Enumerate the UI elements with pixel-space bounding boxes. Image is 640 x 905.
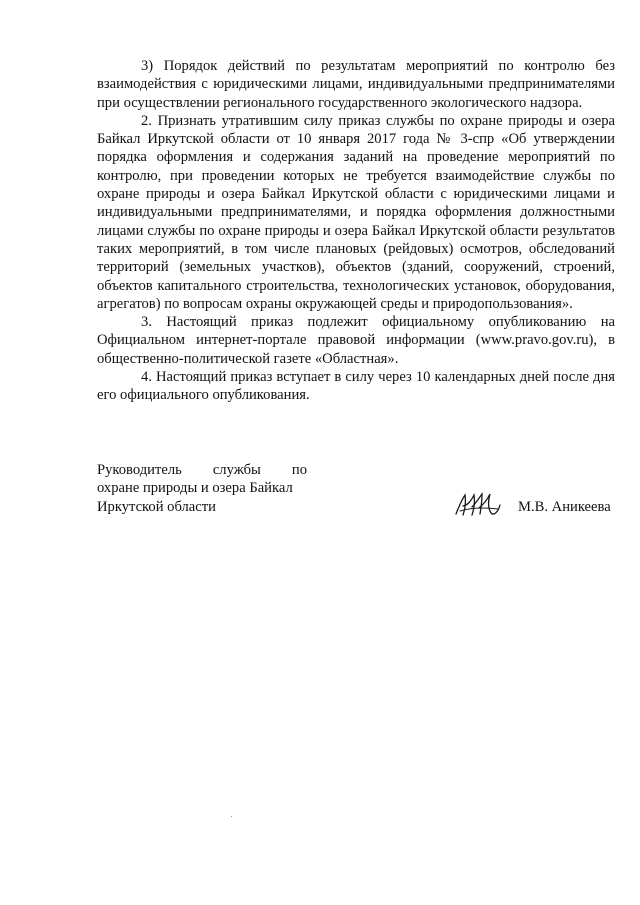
handwritten-signature-icon <box>454 489 502 519</box>
document-body <box>97 57 615 405</box>
signature-block <box>97 461 615 521</box>
paragraph-item-3-procedure: 3) Порядок действий по результатам мероприятий по контролю без взаимодействия с юридическими лицами, индивидуальными предпринимателями при осуществлении регионального государственного экологического надзора. <box>97 58 615 111</box>
paragraph-entry-into-force: 4. Настоящий приказ вступает в силу через 10 календарных дней после дня его официального опубликования. <box>97 369 615 404</box>
paragraph-publication: 3. Настоящий приказ подлежит официальному опубликованию на Официальном интернет-портале правовой информации (www.pravo.gov.ru), в общественно-политической газете «Областная». <box>97 314 615 367</box>
signer-position-line: охране природы и озера Байкал <box>97 480 293 497</box>
signer-position-line: Руководитель службы по <box>97 462 307 478</box>
signer-name: М.В. Аникеева <box>518 499 611 515</box>
signer-position <box>97 461 307 516</box>
scan-speck <box>231 816 232 817</box>
signer-position-line: Иркутской области <box>97 498 216 515</box>
paragraph-repeal-order: 2. Признать утратившим силу приказ службы по охране природы и озера Байкал Иркутской области от 10 января 2017 года № 3-спр «Об утверждении порядка оформления и содержания заданий на проведение мероприятий по контролю, при проведении которых не требуется взаимодействие службы по охране природы и озера Байкал Иркутской области с юридическими лицами и индивидуальными предпринимателями, и порядка оформления должностными лицами службы по охране природы и озера Байкал Иркутской области результатов таких мероприятий, в том числе плановых (рейдовых) осмотров, обследований территорий (земельных участков), объектов (зданий, сооружений, строений, объектов капитального строительства, технологических установок, оборудования, агрегатов) по вопросам охраны окружающей среды и природопользования». <box>97 112 615 312</box>
